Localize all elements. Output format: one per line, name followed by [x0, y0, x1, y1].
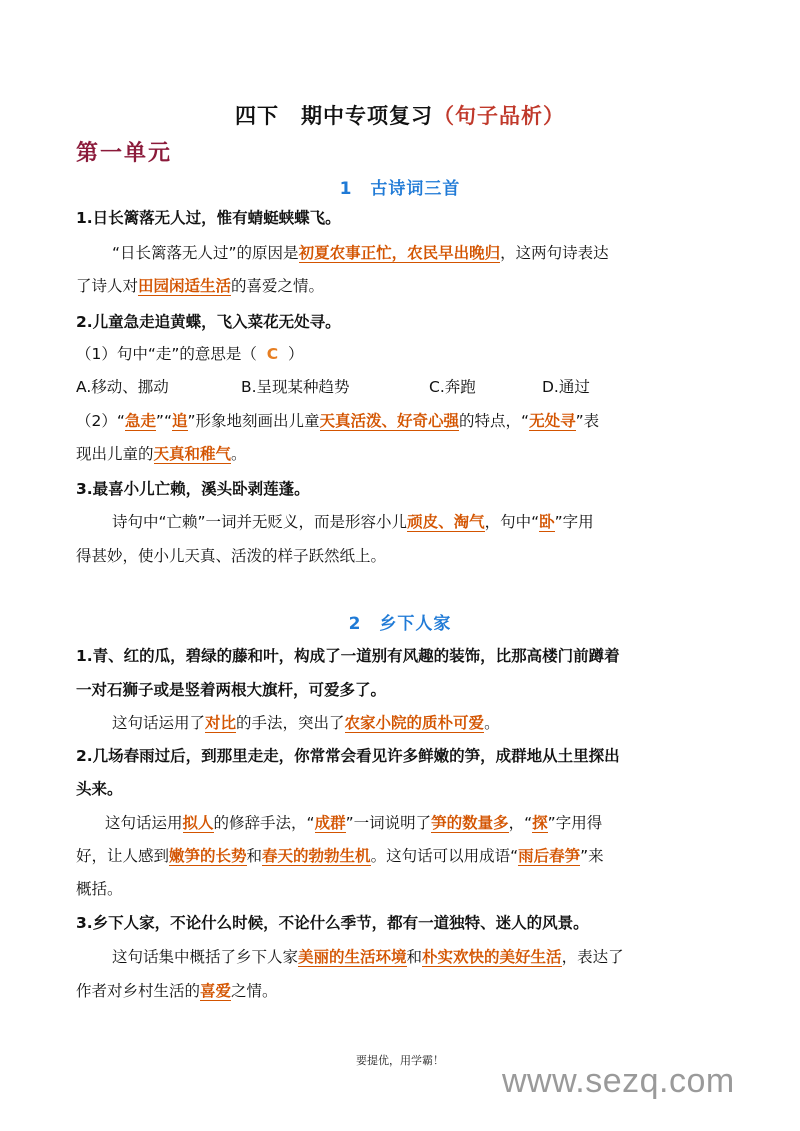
- answer-line: 好，让人感到嫩笋的长势和春天的勃勃生机。这句话可以用成语“雨后春笋”来: [76, 847, 604, 865]
- page-title: [0, 100, 800, 130]
- answer-line: 现出儿童的天真和稚气。: [76, 445, 247, 463]
- sub-question-1: （1）句中“走”的意思是（ C ）: [76, 345, 304, 363]
- answer-line: 作者对乡村生活的喜爱之情。: [76, 982, 278, 1000]
- option-d: D.通过: [542, 378, 590, 396]
- sub-question-2: （2）“急走”“追”形象地刻画出儿童天真活泼、好奇心强的特点，“无处寻”表: [76, 412, 600, 430]
- option-b: B.呈现某种趋势: [241, 378, 350, 396]
- answer-blank: 初夏农事正忙，农民早出晚归: [298, 244, 501, 262]
- section-title-2: 2 乡下人家: [348, 614, 452, 634]
- page-footer: 要提优，用学霸！: [356, 1054, 444, 1067]
- answer-line: 了诗人对田园闲适生活的喜爱之情。: [76, 277, 325, 295]
- answer-blank: 田园闲适生活: [138, 277, 232, 295]
- question-2-2: 2.几场春雨过后，到那里走走，你常常会看见许多鲜嫩的笋，成群地从土里探出: [76, 747, 620, 765]
- question-1-1: 1.日长篱落无人过，惟有蜻蜓蛱蝶飞。: [76, 209, 341, 227]
- question-2-1: 1.青、红的瓜，碧绿的藤和叶，构成了一道别有风趣的装饰，比那高楼门前蹲着: [76, 647, 620, 665]
- question-2-3: 3.乡下人家，不论什么时候，不论什么季节，都有一道独特、迷人的风景。: [76, 914, 589, 932]
- watermark: www.sezq.com: [502, 1062, 735, 1100]
- question-1-3: 3.最喜小儿亡赖，溪头卧剥莲蓬。: [76, 480, 310, 498]
- title-accent: （句子品析）: [433, 104, 565, 128]
- answer-line: 这句话运用拟人的修辞手法，“成群”一词说明了笋的数量多，“探”字用得: [105, 814, 603, 832]
- question-1-2: 2.儿童急走追黄蝶，飞入菜花无处寻。: [76, 313, 341, 331]
- answer-line: 诗句中“亡赖”一词并无贬义，而是形容小儿顽皮、淘气，句中“卧”字用: [112, 513, 594, 531]
- option-a: A.移动、挪动: [76, 378, 169, 396]
- answer-line: 得甚妙，使小儿天真、活泼的样子跃然纸上。: [76, 547, 387, 565]
- section-title-1: 1 古诗词三首: [339, 179, 461, 199]
- answer-line: 这句话集中概括了乡下人家美丽的生活环境和朴实欢快的美好生活，表达了: [112, 948, 624, 966]
- option-c: C.奔跑: [429, 378, 476, 396]
- answer-line: 这句话运用了对比的手法，突出了农家小院的质朴可爱。: [112, 714, 500, 732]
- unit-heading: 第一单元: [76, 141, 173, 166]
- question-2-2-cont: 头来。: [76, 780, 123, 798]
- question-2-1-cont: 一对石狮子或是竖着两根大旗杆，可爱多了。: [76, 681, 387, 699]
- answer-line: “日长篱落无人过”的原因是初夏农事正忙，农民早出晚归，这两句诗表达: [112, 244, 609, 262]
- title-main: 四下 期中专项复习: [235, 104, 433, 128]
- answer-choice: C: [266, 345, 279, 363]
- answer-line: 概括。: [76, 880, 123, 898]
